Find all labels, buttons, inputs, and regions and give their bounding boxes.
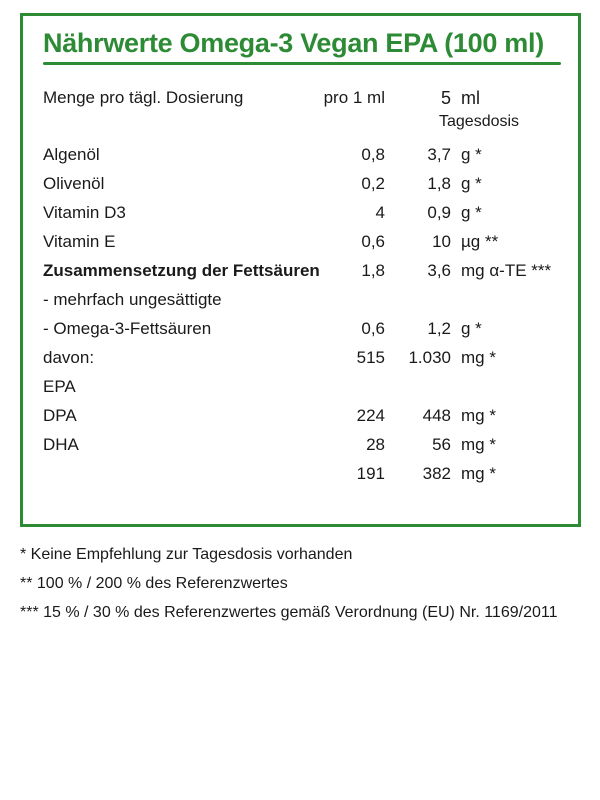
row-label: Olivenöl: [43, 174, 105, 193]
row-label: davon:: [43, 348, 95, 367]
footnote-3: *** 15 % / 30 % des Referenzwertes gemäß Verordnung (EU) Nr. 1169/2011: [20, 604, 558, 621]
header-per-ml: pro 1 ml: [323, 88, 385, 107]
row-unit: mg *: [461, 435, 496, 454]
row-dose: 382: [422, 464, 451, 483]
row-dose: 3,7: [427, 145, 451, 164]
row-label: Vitamin D3: [43, 203, 126, 222]
row-dose: 1,8: [427, 174, 451, 193]
row-per-ml: 0,8: [361, 145, 385, 164]
row-unit: g *: [461, 319, 482, 338]
row-dose: 10: [432, 232, 451, 251]
row-dose: 56: [432, 435, 451, 454]
row-dose: 0,9: [427, 203, 451, 222]
row-per-ml: 224: [356, 406, 385, 425]
row-unit: g *: [461, 174, 482, 193]
row-per-ml: 515: [356, 348, 385, 367]
row-label: - mehrfach ungesättigte: [43, 290, 222, 309]
row-dose: 448: [422, 406, 451, 425]
header-dose-unit: ml: [461, 88, 480, 108]
panel-title: Nährwerte Omega-3 Vegan EPA (100 ml): [43, 28, 544, 58]
row-unit: g *: [461, 145, 482, 164]
footnote-1: * Keine Empfehlung zur Tagesdosis vorhanden: [20, 546, 353, 563]
row-unit: mg *: [461, 348, 496, 367]
row-dose: 1,2: [427, 319, 451, 338]
row-per-ml: 1,8: [361, 261, 385, 280]
row-per-ml: 191: [356, 464, 385, 483]
row-unit: µg **: [461, 232, 499, 251]
footnotes: [20, 545, 557, 632]
row-label: Vitamin E: [43, 232, 116, 251]
row-label: EPA: [43, 377, 76, 396]
row-per-ml: 0,2: [361, 174, 385, 193]
row-dose: 1.030: [408, 348, 451, 367]
row-per-ml: 0,6: [361, 319, 385, 338]
header-dose-label: Tagesdosis: [439, 113, 520, 130]
row-label: - Omega-3-Fettsäuren: [43, 319, 212, 338]
row-per-ml: 4: [375, 203, 385, 222]
row-unit: mg α-TE ***: [461, 261, 552, 280]
row-label: Zusammensetzung der Fettsäuren: [43, 261, 320, 280]
footnote-2: ** 100 % / 200 % des Referenzwertes: [20, 575, 288, 592]
title-underline: [43, 62, 561, 65]
row-unit: mg *: [461, 406, 496, 425]
row-unit: mg *: [461, 464, 496, 483]
row-unit: g *: [461, 203, 482, 222]
row-per-ml: 0,6: [361, 232, 385, 251]
row-per-ml: 28: [366, 435, 385, 454]
row-label: DHA: [43, 435, 79, 454]
header-dose-value: 5: [440, 88, 451, 108]
header-label: Menge pro tägl. Dosierung: [43, 88, 244, 107]
row-dose: 3,6: [427, 261, 451, 280]
row-label: Algenöl: [43, 145, 100, 164]
row-label: DPA: [43, 406, 77, 425]
nutrition-panel: [20, 13, 581, 527]
